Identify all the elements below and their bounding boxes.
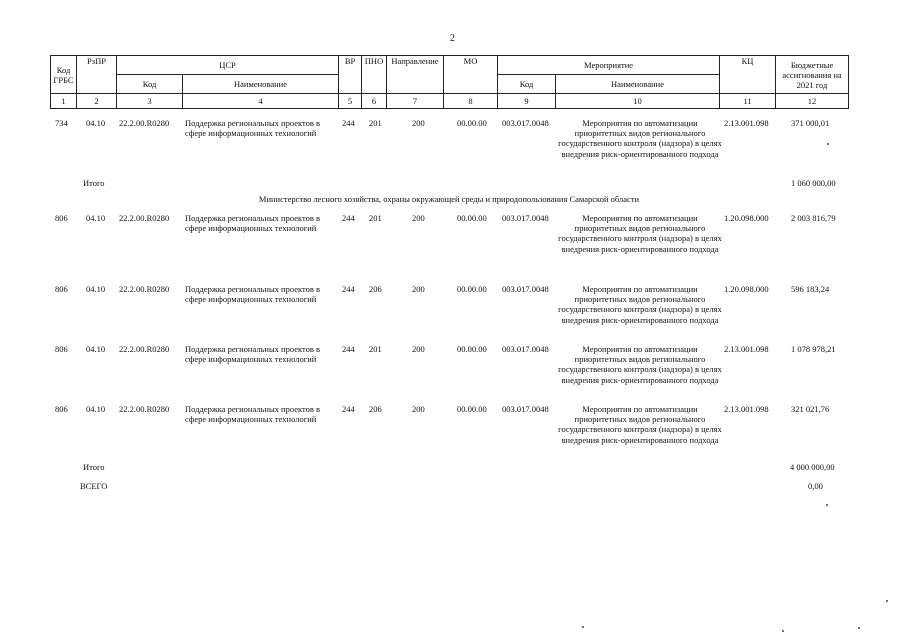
- cell-amount: 596 183,24: [791, 284, 830, 294]
- cell-csr-kod: 22.2.00.R0280: [119, 213, 170, 223]
- header-meropriyatie: Мероприятие: [498, 56, 720, 75]
- cell-mer-name: Мероприятия по автоматизации приоритетных видов регионального государственного контроля (надзора) в целях внедрения риск-ориентированного подхода: [558, 404, 722, 445]
- cell-amount: 371 000,01: [791, 118, 830, 128]
- header-mer-name: Наименование: [556, 75, 720, 94]
- column-number: 10: [556, 94, 720, 109]
- column-number: 4: [183, 94, 339, 109]
- table-header: [50, 55, 849, 109]
- header-kc: КЦ: [720, 56, 776, 94]
- cell-vr: 244: [342, 404, 355, 414]
- scan-speck: [582, 626, 584, 628]
- column-number: 2: [77, 94, 117, 109]
- column-number: 8: [444, 94, 498, 109]
- cell-mer-kod: 003.017.0048: [502, 118, 549, 128]
- cell-vr: 244: [342, 213, 355, 223]
- cell-napr: 200: [412, 344, 425, 354]
- cell-rzpr: 04.10: [86, 213, 106, 223]
- column-number: 5: [339, 94, 362, 109]
- cell-mo: 00.00.00: [457, 344, 487, 354]
- scan-speck: [826, 504, 828, 506]
- header-rzpr: РзПР: [77, 56, 117, 94]
- cell-grbs: 806: [55, 213, 68, 223]
- subtotal-amount: 4 000 000,00: [790, 462, 835, 472]
- cell-napr: 200: [412, 213, 425, 223]
- cell-pno: 206: [369, 404, 382, 414]
- column-number: 12: [776, 94, 849, 109]
- cell-pno: 201: [369, 213, 382, 223]
- subtotal-label: Итого: [83, 178, 105, 188]
- page-number: 2: [450, 33, 455, 44]
- cell-mer-name: Мероприятия по автоматизации приоритетных видов регионального государственного контроля (надзора) в целях внедрения риск-ориентированного подхода: [558, 213, 722, 254]
- cell-vr: 244: [342, 344, 355, 354]
- header-mo: МО: [444, 56, 498, 94]
- cell-rzpr: 04.10: [86, 404, 106, 414]
- column-number: 3: [117, 94, 183, 109]
- cell-mer-kod: 003.017.0048: [502, 404, 549, 414]
- scan-speck: [782, 630, 784, 632]
- subtotal-label: Итого: [83, 462, 105, 472]
- header-csr: ЦСР: [117, 56, 339, 75]
- cell-csr-name: Поддержка региональных проектов в сфере информационных технологий: [185, 284, 320, 305]
- cell-csr-kod: 22.2.00.R0280: [119, 404, 170, 414]
- cell-mer-kod: 003.017.0048: [502, 213, 549, 223]
- cell-rzpr: 04.10: [86, 284, 106, 294]
- cell-mer-name: Мероприятия по автоматизации приоритетных видов регионального государственного контроля (надзора) в целях внедрения риск-ориентированного подхода: [558, 344, 722, 385]
- cell-mer-name: Мероприятия по автоматизации приоритетных видов регионального государственного контроля (надзора) в целях внедрения риск-ориентированного подхода: [558, 118, 722, 159]
- header-csr-kod: Код: [117, 75, 183, 94]
- column-number: 9: [498, 94, 556, 109]
- cell-mo: 00.00.00: [457, 404, 487, 414]
- column-number: 11: [720, 94, 776, 109]
- header-csr-name: Наименование: [183, 75, 339, 94]
- cell-csr-kod: 22.2.00.R0280: [119, 118, 170, 128]
- cell-vr: 244: [342, 118, 355, 128]
- section-title: Министерство лесного хозяйства, охраны окружающей среды и природопользования Самарской области: [258, 194, 640, 204]
- scan-speck: [827, 143, 829, 145]
- cell-pno: 206: [369, 284, 382, 294]
- subtotal-amount: 1 060 000,00: [791, 178, 836, 188]
- cell-csr-name: Поддержка региональных проектов в сфере информационных технологий: [185, 213, 320, 234]
- cell-mer-kod: 003.017.0048: [502, 284, 549, 294]
- scan-speck: [886, 600, 888, 602]
- cell-grbs: 806: [55, 404, 68, 414]
- cell-grbs: 806: [55, 284, 68, 294]
- cell-pno: 201: [369, 344, 382, 354]
- cell-kc: 2.13.001.098: [724, 404, 769, 414]
- cell-napr: 200: [412, 404, 425, 414]
- column-number: 6: [362, 94, 387, 109]
- header-napravlenie: Направление: [387, 56, 444, 94]
- cell-vr: 244: [342, 284, 355, 294]
- cell-mo: 00.00.00: [457, 118, 487, 128]
- cell-napr: 200: [412, 284, 425, 294]
- scan-speck: [858, 627, 860, 629]
- cell-mo: 00.00.00: [457, 213, 487, 223]
- header-budget: Бюджетные ассигнования на 2021 год: [776, 56, 849, 94]
- grand-total-amount: 0,00: [808, 481, 823, 491]
- cell-kc: 2.13.001.098: [724, 118, 769, 128]
- cell-kc: 1.20.098.000: [724, 213, 769, 223]
- cell-csr-name: Поддержка региональных проектов в сфере информационных технологий: [185, 118, 320, 139]
- cell-csr-kod: 22.2.00.R0280: [119, 284, 170, 294]
- cell-amount: 321 021,76: [791, 404, 830, 414]
- cell-grbs: 734: [55, 118, 68, 128]
- cell-csr-name: Поддержка региональных проектов в сфере информационных технологий: [185, 344, 320, 365]
- header-pno: ПНО: [362, 56, 387, 94]
- cell-pno: 201: [369, 118, 382, 128]
- header-mer-kod: Код: [498, 75, 556, 94]
- cell-mer-kod: 003.017.0048: [502, 344, 549, 354]
- cell-rzpr: 04.10: [86, 344, 106, 354]
- cell-napr: 200: [412, 118, 425, 128]
- header-vr: ВР: [339, 56, 362, 94]
- cell-csr-name: Поддержка региональных проектов в сфере информационных технологий: [185, 404, 320, 425]
- cell-amount: 1 078 978,21: [791, 344, 836, 354]
- column-number: 7: [387, 94, 444, 109]
- cell-mo: 00.00.00: [457, 284, 487, 294]
- cell-rzpr: 04.10: [86, 118, 106, 128]
- cell-grbs: 806: [55, 344, 68, 354]
- cell-csr-kod: 22.2.00.R0280: [119, 344, 170, 354]
- cell-mer-name: Мероприятия по автоматизации приоритетных видов регионального государственного контроля (надзора) в целях внедрения риск-ориентированного подхода: [558, 284, 722, 325]
- cell-kc: 1.20.098.000: [724, 284, 769, 294]
- cell-kc: 2.13.001.098: [724, 344, 769, 354]
- header-kod-grbs: Код ГРБС: [51, 56, 77, 94]
- grand-total-label: ВСЕГО: [80, 481, 108, 491]
- column-number: 1: [51, 94, 77, 109]
- cell-amount: 2 003 816,79: [791, 213, 836, 223]
